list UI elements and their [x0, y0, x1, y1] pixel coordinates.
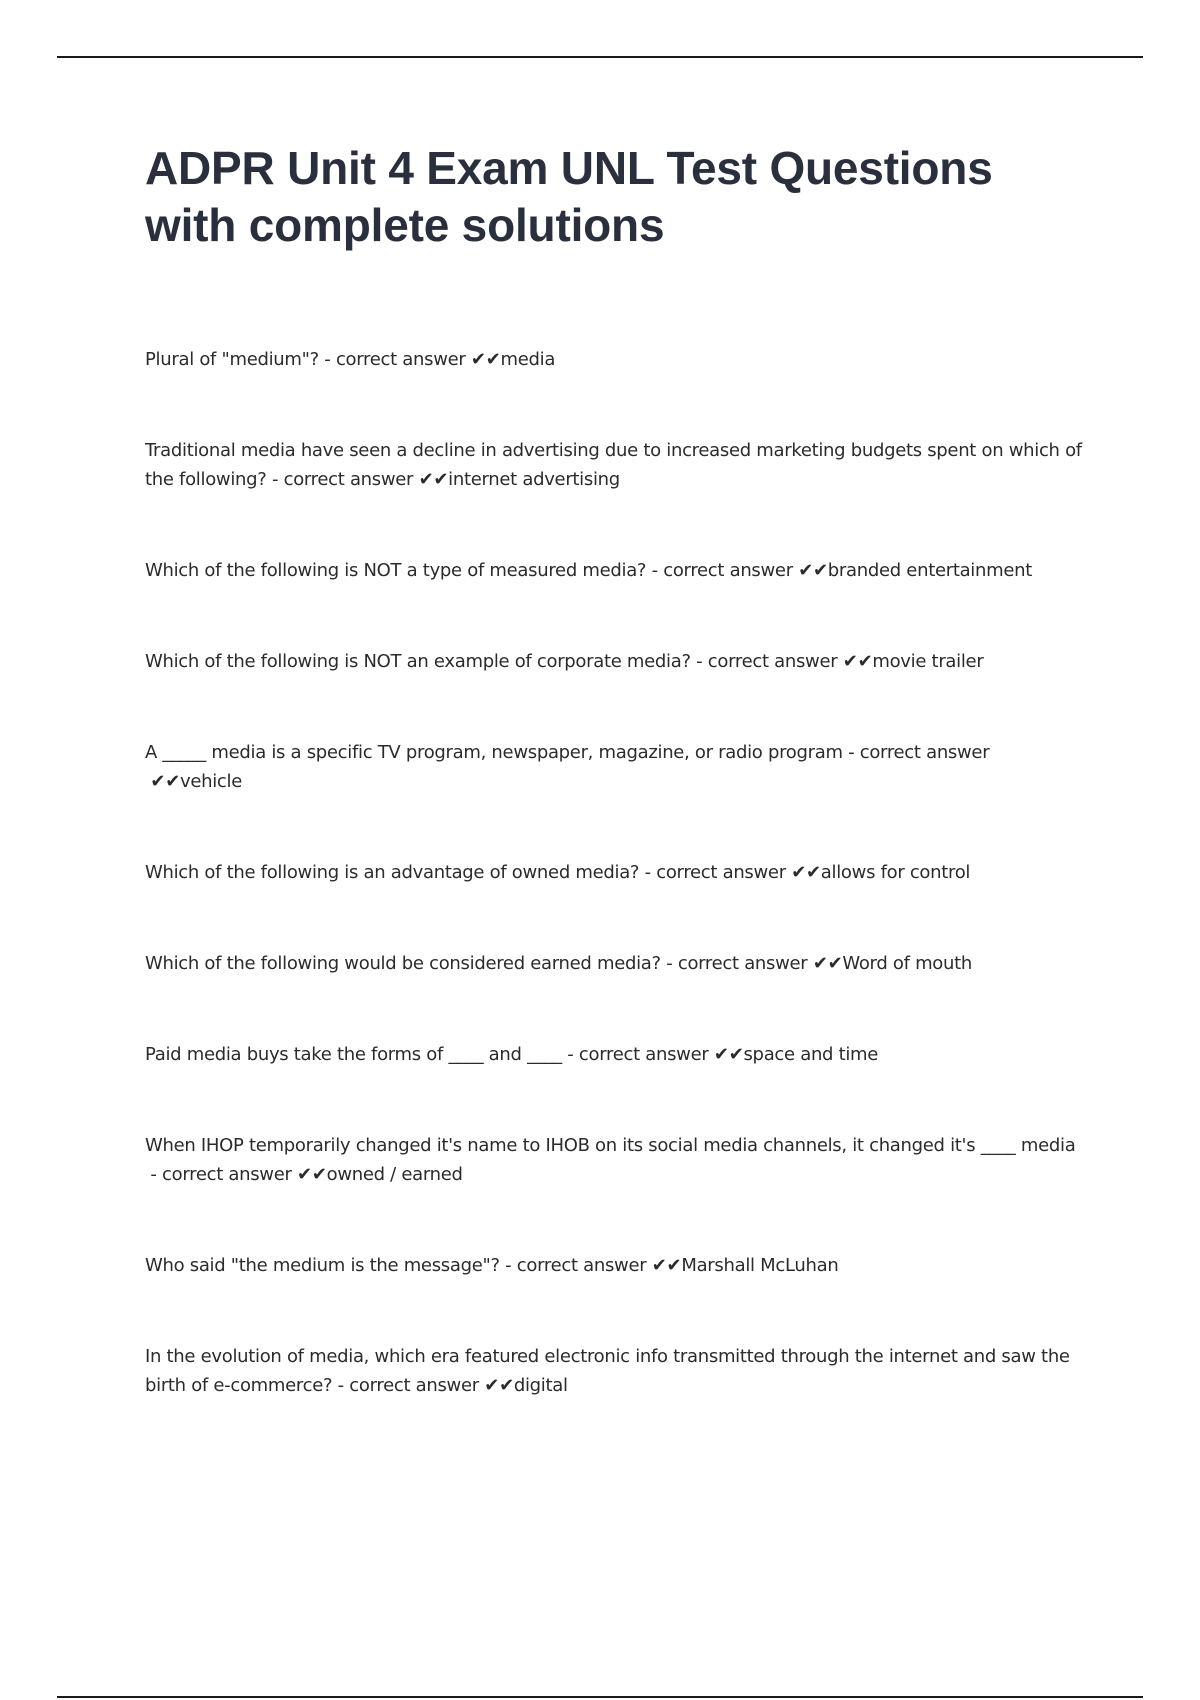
question-text: Which of the following is NOT a type of measured media?	[145, 560, 647, 581]
answer-separator: -	[145, 1164, 163, 1185]
check-marks-icon: ✔✔	[413, 469, 449, 490]
answer-text: Word of mouth	[842, 953, 972, 974]
answer-text: media	[500, 349, 556, 370]
question-text: Who said "the medium is the message"?	[145, 1255, 500, 1276]
qa-item	[145, 858, 1085, 887]
answer-label: correct answer	[707, 651, 838, 672]
answer-text: digital	[513, 1375, 568, 1396]
answer-separator: -	[561, 1044, 579, 1065]
qa-list	[145, 345, 1085, 1462]
check-marks-icon: ✔✔	[465, 349, 501, 370]
question-text: Plural of "medium"?	[145, 349, 319, 370]
answer-text: internet advertising	[448, 469, 620, 490]
qa-item	[145, 1251, 1085, 1280]
top-divider	[57, 56, 1143, 58]
qa-item	[145, 949, 1085, 978]
question-text: In the evolution of media, which era featured electronic info transmitted through the internet and saw the birth of e-commerce?	[145, 1346, 1070, 1396]
qa-item	[145, 1342, 1085, 1400]
document-title: ADPR Unit 4 Exam UNL Test Questions with complete solutions	[145, 142, 993, 251]
check-marks-icon: ✔✔	[708, 1044, 744, 1065]
qa-item	[145, 556, 1085, 585]
question-text: Which of the following is an advantage of owned media?	[145, 862, 640, 883]
answer-separator: -	[499, 1255, 517, 1276]
answer-label: correct answer	[335, 349, 466, 370]
answer-separator: -	[266, 469, 284, 490]
answer-separator: -	[842, 742, 860, 763]
check-marks-icon: ✔✔	[837, 651, 873, 672]
answer-separator: -	[332, 1375, 350, 1396]
answer-label: correct answer	[283, 469, 414, 490]
check-marks-icon: ✔✔	[785, 862, 821, 883]
answer-label: correct answer	[859, 742, 990, 763]
question-text: Paid media buys take the forms of ____ and ____	[145, 1044, 562, 1065]
check-marks-icon: ✔✔	[145, 771, 180, 792]
answer-text: branded entertainment	[827, 560, 1032, 581]
answer-text: space and time	[743, 1044, 879, 1065]
answer-label: correct answer	[162, 1164, 292, 1185]
answer-text: Marshall McLuhan	[681, 1255, 839, 1276]
answer-label: correct answer	[516, 1255, 647, 1276]
check-marks-icon: ✔✔	[807, 953, 843, 974]
answer-text: allows for control	[820, 862, 971, 883]
answer-separator: -	[639, 862, 657, 883]
answer-label: correct answer	[656, 862, 786, 883]
question-text: A _____ media is a specific TV program, newspaper, magazine, or radio program	[145, 742, 843, 763]
qa-item	[145, 345, 1085, 374]
answer-separator: -	[318, 349, 336, 370]
question-text: Which of the following would be considered earned media?	[145, 953, 661, 974]
qa-item	[145, 436, 1085, 494]
answer-label: correct answer	[677, 953, 808, 974]
question-text: Which of the following is NOT an example of corporate media?	[145, 651, 691, 672]
answer-label: correct answer	[349, 1375, 479, 1396]
answer-separator: -	[660, 953, 678, 974]
question-text: When IHOP temporarily changed it's name to IHOB on its social media channels, it changed it's ____ media	[145, 1135, 1076, 1156]
question-text: Traditional media have seen a decline in advertising due to increased marketing budgets spent on which of the following?	[145, 440, 1082, 490]
qa-item	[145, 738, 1085, 796]
qa-item	[145, 647, 1085, 676]
check-marks-icon: ✔✔	[646, 1255, 682, 1276]
answer-label: correct answer	[663, 560, 793, 581]
qa-item	[145, 1131, 1085, 1189]
check-marks-icon: ✔✔	[478, 1375, 514, 1396]
qa-item	[145, 1040, 1085, 1069]
answer-separator: -	[690, 651, 708, 672]
answer-separator: -	[646, 560, 664, 581]
answer-text: movie trailer	[872, 651, 984, 672]
bottom-divider	[57, 1696, 1143, 1698]
document-body	[145, 140, 1085, 1396]
check-marks-icon: ✔✔	[291, 1164, 327, 1185]
answer-text: owned / earned	[326, 1164, 463, 1185]
check-marks-icon: ✔✔	[792, 560, 828, 581]
answer-label: correct answer	[578, 1044, 709, 1065]
answer-text: vehicle	[180, 771, 243, 792]
